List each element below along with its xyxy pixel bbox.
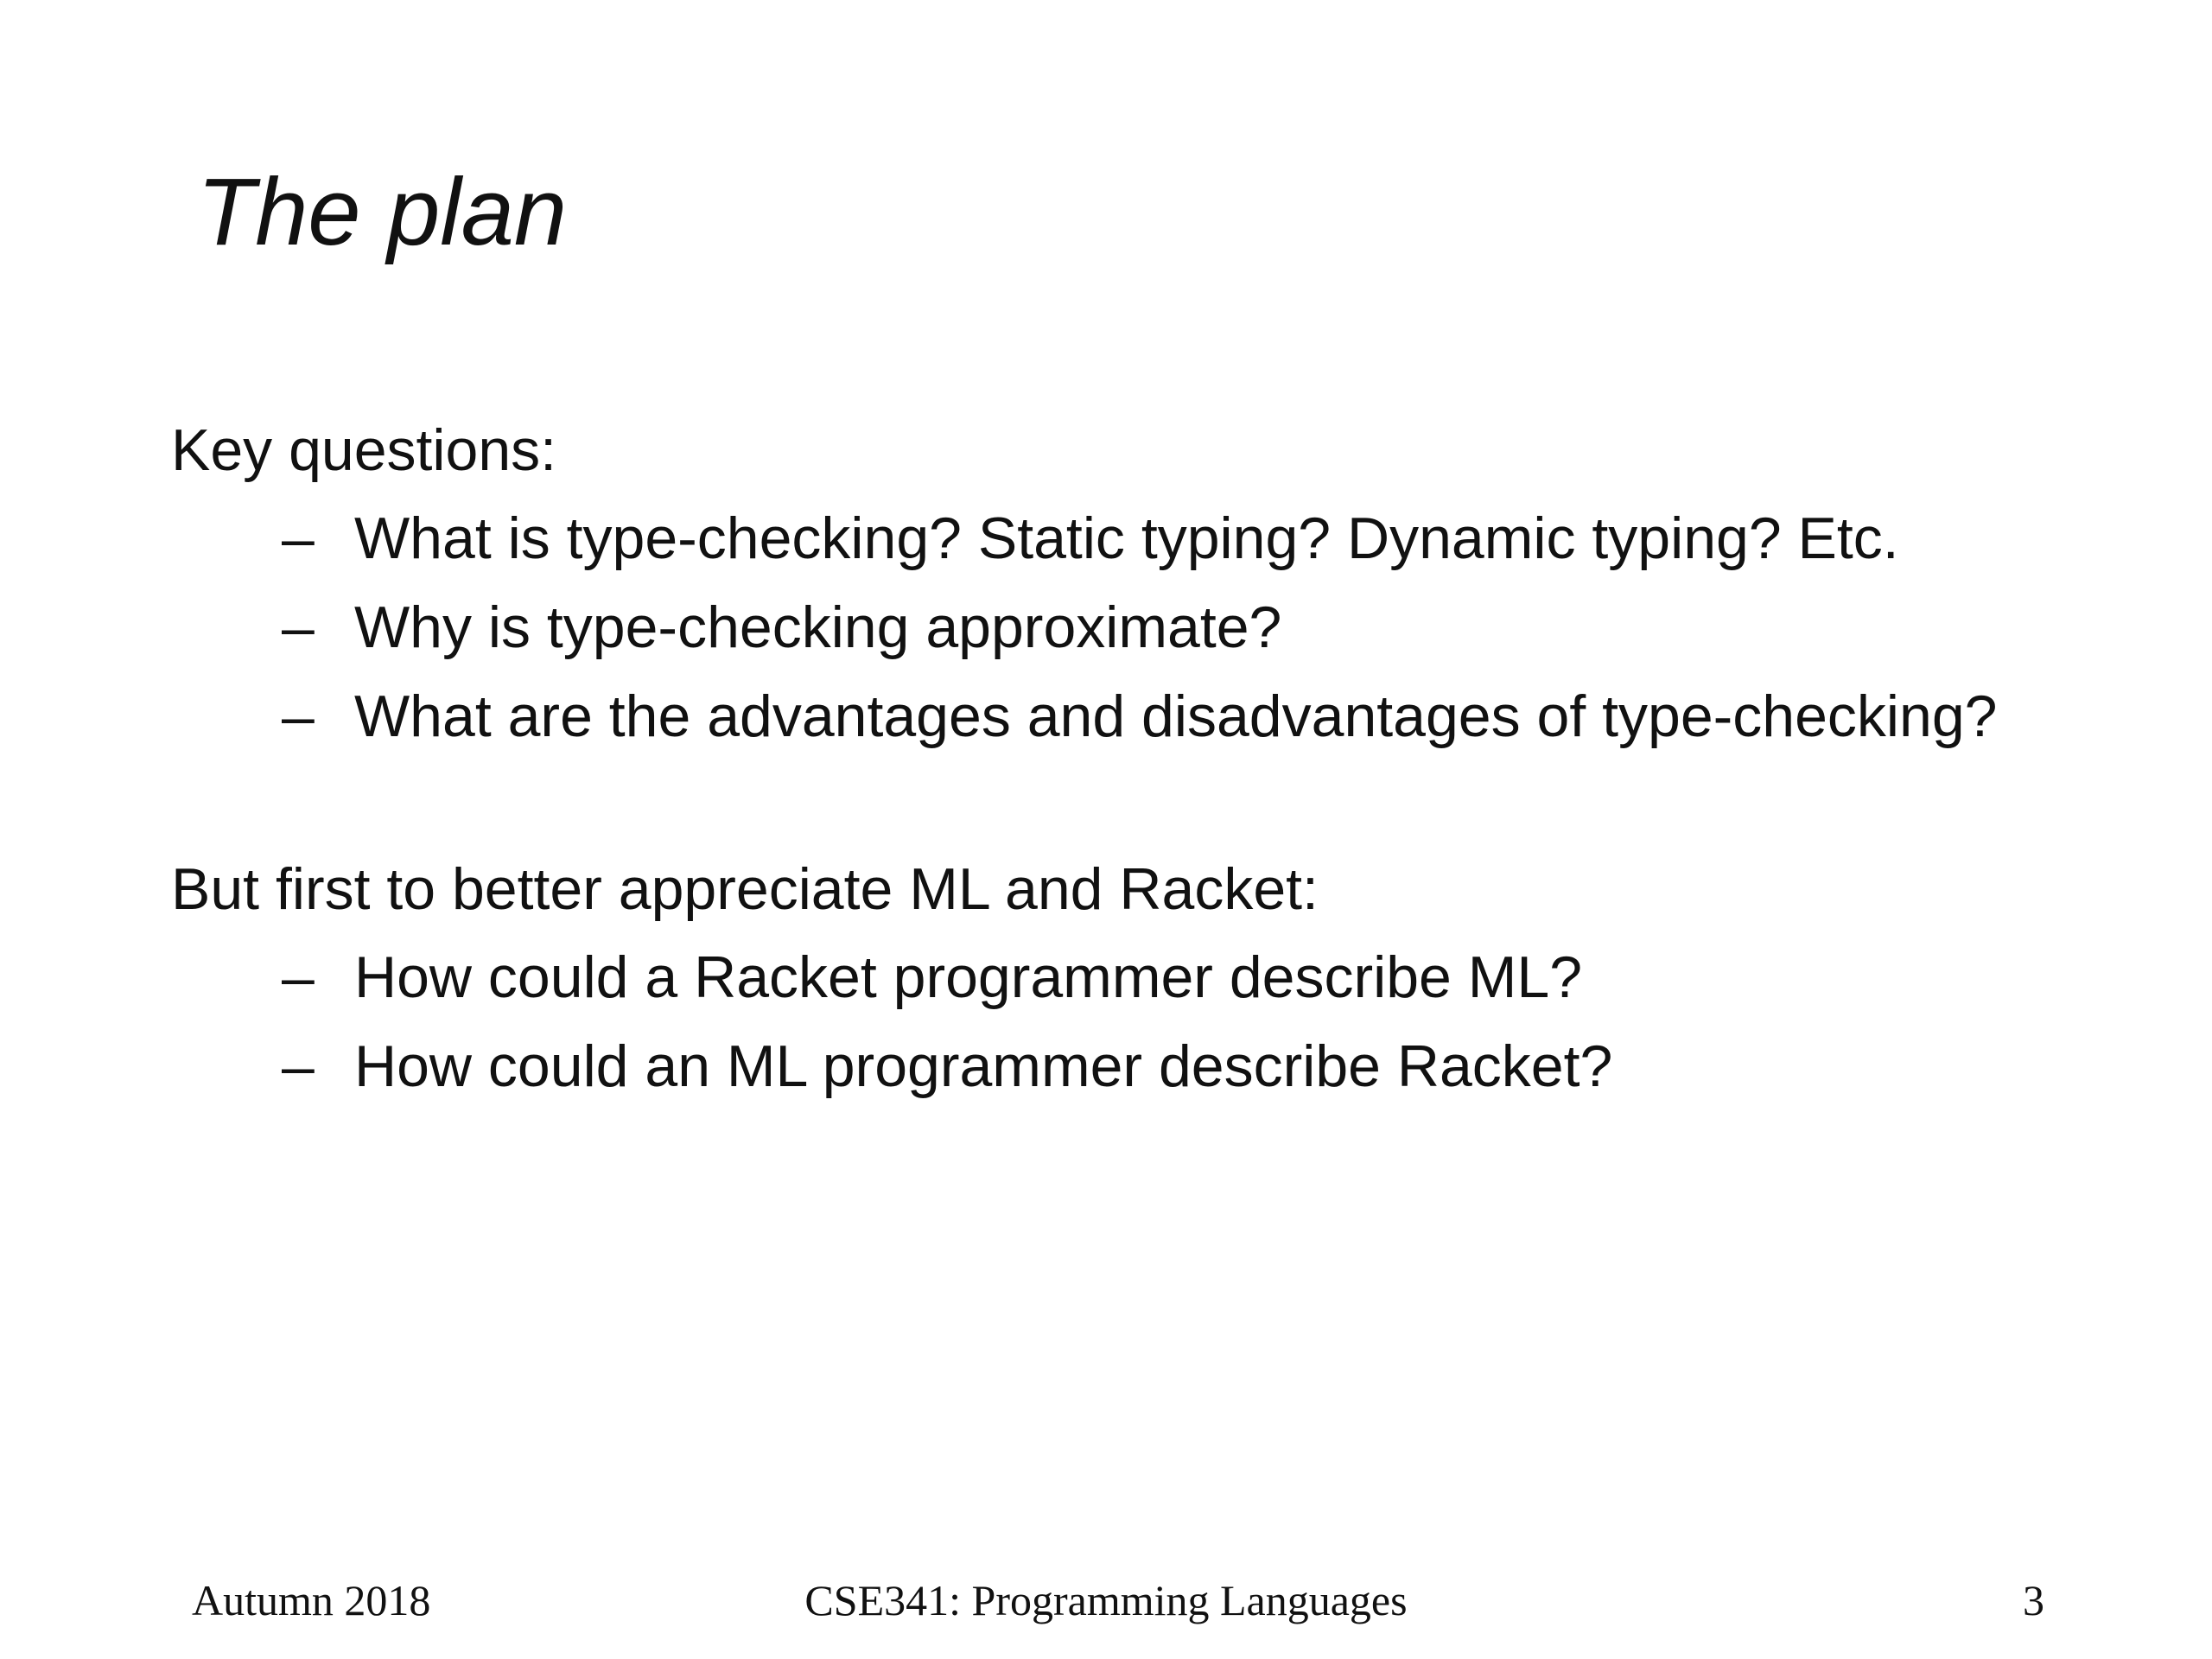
- footer-term: Autumn 2018: [192, 1576, 431, 1624]
- slide-title: The plan: [197, 159, 568, 265]
- footer-course-name: CSE341: Programming Languages: [804, 1576, 1408, 1624]
- bullet-list: [171, 933, 1613, 1111]
- bullet-item: [171, 1022, 1613, 1111]
- bullet-text: What is type-checking? Static typing? Dynamic typing? Etc.: [354, 505, 1899, 571]
- bullet-dash: –: [282, 594, 315, 660]
- bullet-dash: –: [282, 944, 315, 1010]
- bullet-item: [171, 672, 1998, 761]
- bullet-dash: –: [282, 1033, 315, 1099]
- bullet-item: [171, 583, 1282, 672]
- bullet-text: What are the advantages and disadvantages of type-checking?: [354, 683, 1998, 749]
- section-ml-racket: [171, 845, 1613, 1111]
- bullet-list: [171, 494, 1998, 761]
- bullet-text: How could an ML programmer describe Racket?: [354, 1033, 1613, 1099]
- bullet-text: Why is type-checking approximate?: [354, 594, 1282, 660]
- bullet-text: How could a Racket programmer describe ML?: [354, 944, 1583, 1010]
- section-key-questions: [171, 406, 1998, 761]
- section-heading: But first to better appreciate ML and Racket:: [171, 856, 1319, 922]
- bullet-dash: –: [282, 683, 315, 749]
- bullet-dash: –: [282, 505, 315, 571]
- footer-slide-number: 3: [2023, 1576, 2044, 1624]
- section-heading: Key questions:: [171, 417, 557, 483]
- bullet-item: [171, 933, 1583, 1022]
- bullet-item: [171, 494, 1899, 583]
